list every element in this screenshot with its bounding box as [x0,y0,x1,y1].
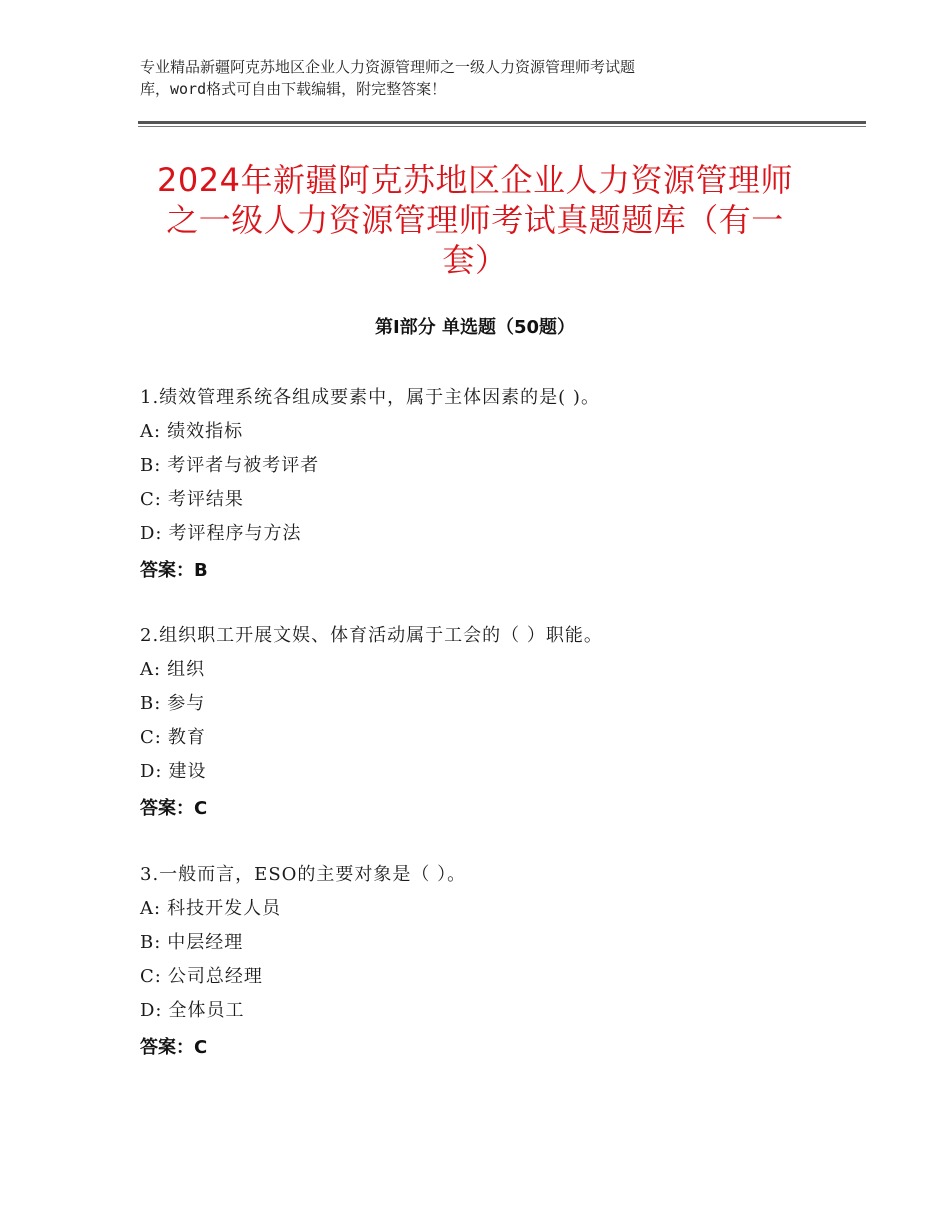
option-letter: C: [140,489,162,510]
option-text: 公司总经理 [167,966,263,987]
option-text: 绩效指标 [167,421,244,442]
option-letter: D: [140,761,163,782]
question-stem: 3.一般而言，ESO的主要对象是（ ）。 [140,864,467,885]
option-c [140,963,840,997]
option-text: 考评程序与方法 [168,523,302,544]
document-title-line-2: 之一级人力资源管理师考试真题题库（有一 [166,201,784,239]
option-b [140,690,840,724]
option-b [140,452,840,486]
option-text: 中层经理 [167,932,244,953]
document-title-line-1: 2024年新疆阿克苏地区企业人力资源管理师 [157,161,793,199]
document-title [120,160,830,280]
option-d [140,520,840,554]
option-text: 考评者与被考评者 [167,455,320,476]
question-1 [140,384,840,588]
question-stem: 1.绩效管理系统各组成要素中，属于主体因素的是( )。 [140,387,600,408]
header-divider-thin [138,126,866,127]
option-text: 科技开发人员 [167,898,282,919]
option-b [140,929,840,963]
option-d [140,758,840,792]
option-text: 考评结果 [167,489,244,510]
option-text: 组织 [167,659,206,680]
header-note-line-1: 专业精品新疆阿克苏地区企业人力资源管理师之一级人力资源管理师考试题 [140,58,636,76]
question-3 [140,861,840,1065]
option-text: 建设 [168,761,207,782]
option-letter: B: [140,932,162,953]
option-letter: A: [140,421,162,442]
header-note [140,56,780,100]
question-2 [140,622,840,826]
option-a [140,656,840,690]
option-d [140,997,840,1031]
option-letter: A: [140,898,162,919]
question-stem: 2.组织职工开展文娱、体育活动属于工会的（ ）职能。 [140,625,603,646]
option-text: 全体员工 [168,1000,245,1021]
answer-label: 答案：C [140,1037,208,1058]
option-letter: D: [140,1000,163,1021]
header-divider-thick [138,121,866,124]
document-title-line-3: 套） [442,241,508,279]
option-letter: C: [140,966,162,987]
option-text: 教育 [167,727,206,748]
option-a [140,418,840,452]
option-a [140,895,840,929]
option-c [140,724,840,758]
answer-label: 答案：C [140,798,208,819]
option-letter: B: [140,693,162,714]
section-heading: 第Ⅰ部分 单选题（50题） [374,317,575,338]
option-letter: C: [140,727,162,748]
option-letter: A: [140,659,162,680]
option-c [140,486,840,520]
header-note-line-2: 库，word格式可自由下载编辑，附完整答案！ [140,80,447,98]
option-letter: D: [140,523,163,544]
option-letter: B: [140,455,162,476]
answer-label: 答案：B [140,560,208,581]
option-text: 参与 [167,693,206,714]
